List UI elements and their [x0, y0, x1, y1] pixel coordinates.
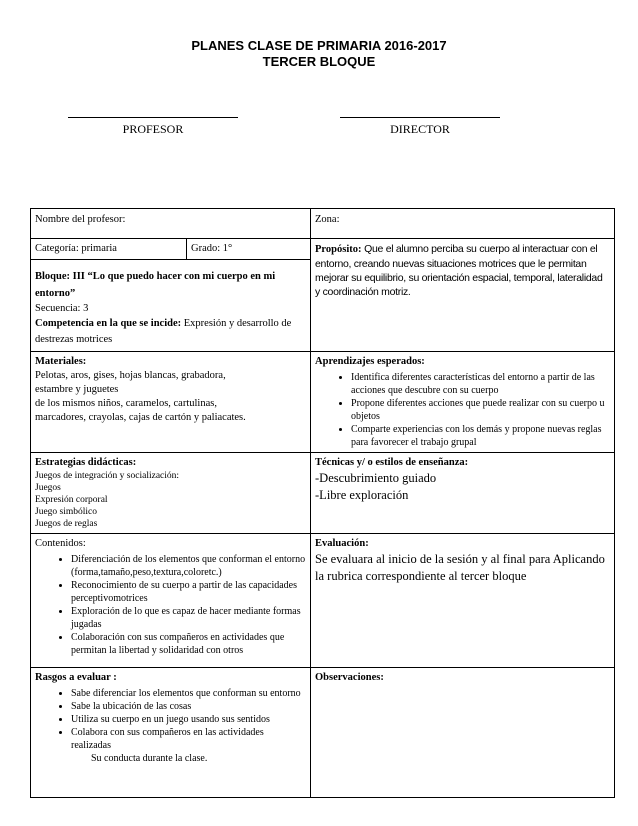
table-row	[31, 239, 615, 260]
cell-tecnicas: Técnicas y/ o estilos de enseñanza: -Descubrimiento guiado -Libre exploración	[311, 453, 615, 534]
list-item: • Sabe diferenciar los elementos que conforman su entorno	[71, 687, 306, 700]
estrategia-item: Juego simbólico	[35, 507, 98, 517]
list-item: • Identifica diferentes características del entorno a partir de las acciones que descubre con su cuerpo	[351, 371, 610, 397]
rasgos-extra: Su conducta durante la clase.	[91, 753, 208, 764]
rasgos-list	[35, 687, 306, 752]
contenidos-list	[35, 553, 306, 657]
list-item: • Propone diferentes acciones que puede realizar con su cuerpo u objetos	[351, 397, 610, 423]
estrategia-item: Juegos de integración y socialización:	[35, 471, 180, 481]
document-header	[0, 38, 638, 70]
table-row	[31, 209, 615, 239]
list-item: • Reconocimiento de su cuerpo a partir de las capacidades perceptivomotrices	[71, 579, 306, 605]
materiales-line: de los mismos niños, caramelos, cartulinas,	[35, 398, 217, 409]
cell-zona: Zona:	[311, 209, 615, 239]
cell-categoria: Categoría: primaria	[31, 239, 187, 260]
signature-profesor	[68, 117, 238, 137]
table-row	[31, 352, 615, 453]
cell-evaluacion: Evaluación: Se evaluara al inicio de la sesión y al final para Aplicando la rubrica correspondiente al tercer bloque	[311, 534, 615, 668]
cell-bloque: Bloque: III “Lo que puedo hacer con mi cuerpo en mi entorno” Secuencia: 3 Competencia en la que se incide: Expresión y desarrollo de destrezas motrices	[31, 260, 311, 352]
list-item: • Colabora con sus compañeros en las actividades realizadas	[71, 726, 306, 752]
table-row	[31, 453, 615, 534]
document-title: PLANES CLASE DE PRIMARIA 2016-2017	[191, 38, 447, 53]
cell-grado: Grado: 1°	[187, 239, 311, 260]
list-item: • Diferenciación de los elementos que conforman el entorno (forma,tamaño,peso,textura,coloretc.)	[71, 553, 306, 579]
list-item: • Comparte experiencias con los demás y propone nuevas reglas para favorecer el trabajo grupal	[351, 423, 610, 449]
signature-label-profesor: PROFESOR	[122, 122, 184, 136]
lesson-plan-table	[30, 208, 615, 798]
list-item: • Colaboración con sus compañeros en actividades que permitan la libertad y solidaridad con otros	[71, 631, 306, 657]
cell-observaciones: Observaciones:	[311, 668, 615, 798]
table-row	[31, 668, 615, 798]
cell-aprendizajes: Aprendizajes esperados: • Identifica diferentes características del entorno a partir de las acciones que descubre con su cuerpo • Propone diferentes acciones que puede realizar con su cuerpo u objetos • Comparte experiencias con los demás y propone nuevas reglas para favorecer el trabajo grupal	[311, 352, 615, 453]
list-item: • Exploración de lo que es capaz de hacer mediante formas jugadas	[71, 605, 306, 631]
table-row	[31, 534, 615, 668]
estrategia-item: Juegos de reglas	[35, 519, 98, 529]
document-subtitle: TERCER BLOQUE	[262, 54, 376, 69]
cell-estrategias: Estrategias didácticas: Juegos de integración y socialización: Juegos Expresión corporal Juego simbólico Juegos de reglas	[31, 453, 311, 534]
cell-contenidos: Contenidos: • Diferenciación de los elementos que conforman el entorno (forma,tamaño,peso,textura,coloretc.) • Reconocimiento de su cuerpo a partir de las capacidades perceptivomotrices • Exploración de lo que es capaz de hacer mediante formas jugadas • Colaboración con sus compañeros en actividades que permitan la libertad y solidaridad con otros	[31, 534, 311, 668]
signature-line	[68, 117, 238, 118]
signature-director	[340, 117, 500, 137]
materiales-line: marcadores, crayolas, cajas de cartón y paliacates.	[35, 412, 246, 423]
tecnica-item: -Libre exploración	[315, 488, 409, 502]
cell-materiales: Materiales: Pelotas, aros, gises, hojas blancas, grabadora, estambre y juguetes de los mismos niños, caramelos, cartulinas, marcadores, crayolas, cajas de cartón y paliacates.	[31, 352, 311, 453]
aprendizajes-list	[315, 371, 610, 449]
materiales-line: Pelotas, aros, gises, hojas blancas, grabadora,	[35, 370, 226, 381]
materiales-line: estambre y juguetes	[35, 384, 119, 395]
tecnica-item: -Descubrimiento guiado	[315, 471, 437, 485]
cell-proposito: Propósito: Que el alumno perciba su cuerpo al interactuar con el entorno, creando nuevas situaciones motrices que le permitan mejorar su equilibrio, su orientación espacial, temporal, lateralidad y coordinación motriz.	[311, 239, 615, 352]
cell-rasgos: Rasgos a evaluar : • Sabe diferenciar los elementos que conforman su entorno • Sabe la ubicación de las cosas • Utiliza su cuerpo en un juego usando sus sentidos • Colabora con sus compañeros en las actividades realizadas Su conducta durante la clase.	[31, 668, 311, 798]
signature-line	[340, 117, 500, 118]
cell-nombre-profesor: Nombre del profesor:	[31, 209, 311, 239]
list-item: • Utiliza su cuerpo en un juego usando sus sentidos	[71, 713, 306, 726]
estrategia-item: Expresión corporal	[35, 495, 108, 505]
signature-label-director: DIRECTOR	[390, 122, 450, 136]
estrategia-item: Juegos	[35, 483, 61, 493]
list-item: • Sabe la ubicación de las cosas	[71, 700, 306, 713]
